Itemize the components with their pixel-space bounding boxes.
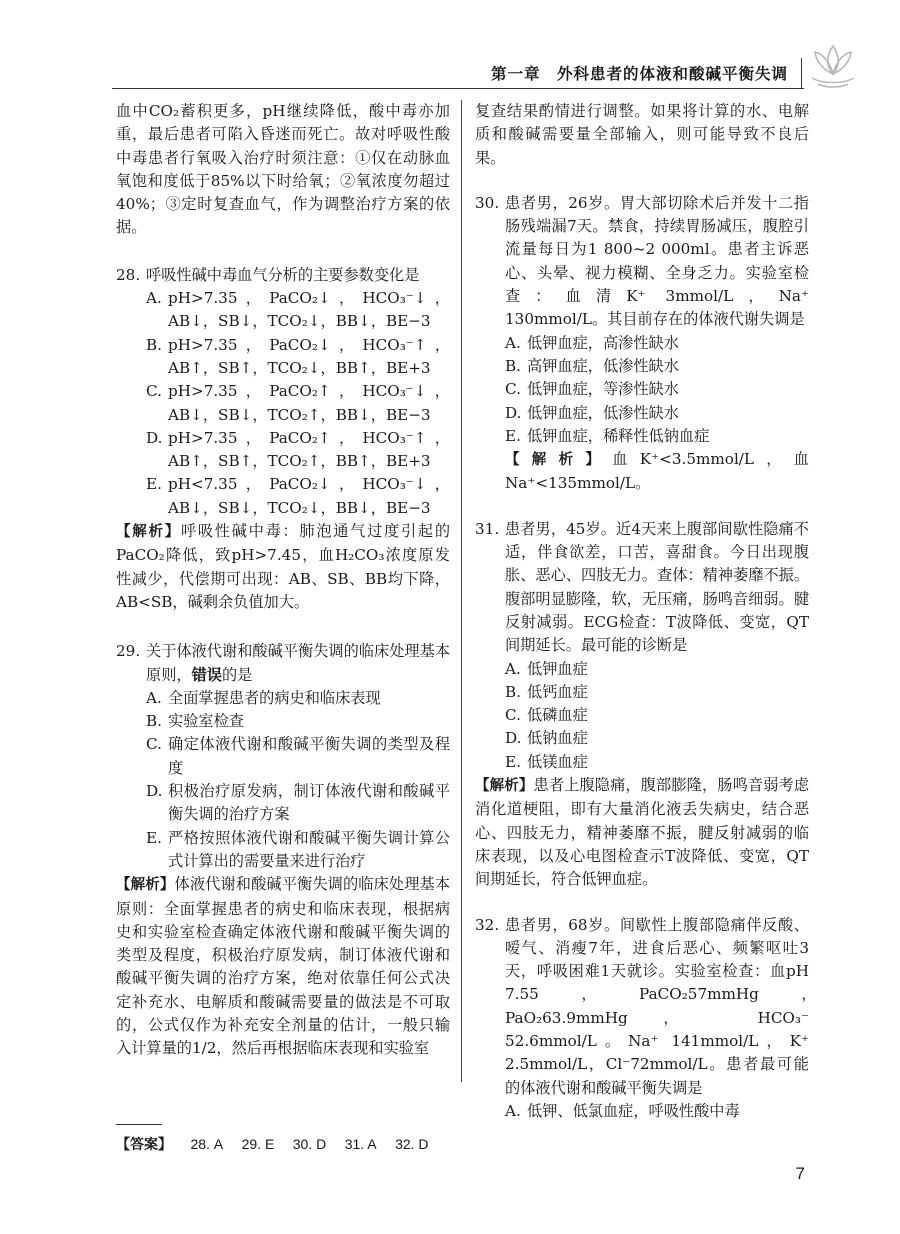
analysis-label: 【解析】 (475, 778, 534, 795)
analysis-label: 【解析】 (116, 877, 175, 894)
option-letter: C. (146, 735, 162, 754)
option-text: 实验室检查 (168, 712, 244, 731)
option-e (505, 425, 809, 448)
question-stem: 患者男，26岁。胃大部切除术后并发十二指肠残端漏7天。禁食，持续胃肠减压，腹腔引流量每日为1 800~2 000ml。患者主诉恶心、头晕、视力模糊、全身乏力。实验室检查：血清K⁺ 3mmol/L，Na⁺ 130mmol/L。其目前存在的体液代谢失调是 (505, 193, 809, 329)
option-a (505, 1100, 809, 1123)
analysis (116, 520, 450, 614)
option-letter: E. (505, 752, 521, 771)
analysis-text: 体液代谢和酸碱平衡失调的临床处理基本原则：全面掌握患者的病史和临床表现，根据病史和实验室检查确定体液代谢和酸碱平衡失调的类型及程度，积极治疗原发病，制订体液代谢和酸碱平衡失调的治疗方案，绝对依靠任何公式决定补充水、电解质和酸碱需要量的做法是不可取的，公式仅作为补充安全剂量的估计，一般只输入计算量的1/2，然后再根据临床表现和实验室 (116, 875, 450, 1058)
answers-label: 【答案】 (116, 1137, 172, 1153)
analysis (475, 448, 809, 496)
option-letter: A. (146, 688, 162, 707)
option-text: pH>7.35，PaCO₂↑，HCO₃⁻↑，AB↑，SB↑，TCO₂↑，BB↑，BE+3 (168, 428, 450, 471)
option-text: 确定体液代谢和酸碱平衡失调的类型及程度 (168, 735, 450, 777)
analysis-text: 血K⁺<3.5mmol/L，血Na⁺<135mmol/L。 (505, 450, 809, 493)
stem-text-end: 的是 (221, 665, 253, 684)
option-text: pH>7.35，PaCO₂↓，HCO₃⁻↑，AB↑，SB↑，TCO₂↓，BB↑，BE+3 (168, 335, 450, 377)
option-a (146, 287, 450, 334)
analysis-label: 【解析】 (116, 524, 181, 541)
option-letter: A. (505, 333, 521, 352)
analysis (116, 873, 450, 1060)
option-b (505, 355, 809, 378)
option-a (505, 332, 809, 355)
option-letter: B. (146, 712, 162, 731)
question-28 (116, 264, 450, 614)
right-column (475, 100, 825, 1123)
option-text: 积极治疗原发病，制订体液代谢和酸碱平衡失调的治疗方案 (168, 782, 450, 824)
option-d (505, 727, 809, 750)
option-text: 低钾血症，稀释性低钠血症 (527, 426, 710, 445)
option-text: 低镁血症 (527, 752, 588, 771)
option-text: 全面掌握患者的病史和临床表现 (168, 688, 381, 707)
options-list (475, 658, 809, 774)
page-number: 7 (795, 1164, 805, 1183)
option-letter: C. (505, 706, 521, 725)
option-letter: C. (505, 380, 521, 399)
question-stem: 患者男，45岁。近4天来上腹部间歇性隐痛不适，伴食欲差，口苦，喜甜食。今日出现腹胀、恶心、四肢无力。查体：精神萎靡不振。腹部明显膨隆，软，无压痛，肠鸣音细弱。腱反射减弱。ECG检查：T波降低、变宽，QT间期延长。最可能的诊断是 (505, 519, 809, 655)
option-letter: A. (505, 1101, 521, 1120)
option-c (146, 733, 450, 780)
option-letter: B. (146, 335, 162, 354)
option-letter: A. (505, 659, 521, 678)
stem-text: 关于体液代谢和酸碱平衡失调的临床处理基本原则， (146, 642, 450, 684)
option-e (146, 827, 450, 874)
option-letter: E. (505, 426, 521, 445)
options-list (116, 287, 450, 520)
option-letter: A. (146, 289, 162, 308)
option-text: 低钙血症 (527, 682, 588, 701)
left-column (116, 100, 450, 1061)
option-text: pH>7.35，PaCO₂↑，HCO₃⁻↓，AB↓，SB↓，TCO₂↑，BB↓，BE−3 (168, 382, 450, 424)
options-list (116, 687, 450, 873)
analysis-text: 患者上腹隐痛，腹部膨隆，肠鸣音弱考虑消化道梗阻，即有大量消化液丢失病史，结合恶心、四肢无力，精神萎靡不振，腱反射减弱的临床表现，以及心电图检查示T波降低、变宽，QT间期延长，符合低钾血症。 (475, 776, 809, 889)
option-letter: D. (505, 729, 522, 748)
option-letter: D. (146, 782, 163, 801)
chapter-title: 第一章 外科患者的体液和酸碱平衡失调 (490, 65, 788, 83)
question-stem: 呼吸性碱中毒血气分析的主要参数变化是 (146, 265, 420, 284)
option-c (146, 380, 450, 427)
question-number: 30. (475, 193, 500, 212)
option-letter: B. (505, 356, 521, 375)
publisher-lotus-logo-icon (806, 40, 860, 90)
option-letter: E. (146, 828, 162, 847)
option-letter: D. (505, 403, 522, 422)
options-list (475, 332, 809, 448)
answer-item: 29. E (241, 1136, 275, 1152)
option-b (146, 334, 450, 381)
question-31 (475, 518, 809, 892)
answer-item: 32. D (395, 1136, 429, 1152)
analysis (475, 774, 809, 891)
answer-item: 30. D (292, 1136, 327, 1152)
option-d (146, 427, 450, 474)
stem-emphasis: 错误 (191, 665, 222, 684)
option-text: 低钠血症 (527, 729, 588, 748)
question-29 (116, 640, 450, 1060)
question-30 (475, 192, 809, 496)
page-header (0, 0, 900, 96)
option-text: pH<7.35，PaCO₂↓，HCO₃⁻↓，AB↓，SB↓，TCO₂↓，BB↓，BE−3 (168, 475, 450, 517)
question-number: 28. (116, 265, 141, 284)
question-stem (146, 640, 450, 687)
option-b (146, 710, 450, 733)
header-separator (801, 58, 802, 88)
header-rule (112, 88, 804, 89)
option-text: 低钾血症，等渗性缺水 (527, 380, 679, 399)
option-d (505, 402, 809, 425)
option-letter: D. (146, 428, 163, 447)
answer-item: 28. A (190, 1136, 224, 1152)
option-b (505, 681, 809, 704)
option-text: 严格按照体液代谢和酸碱平衡失调计算公式计算出的需要量来进行治疗 (168, 828, 450, 870)
option-text: 低钾血症，低渗性缺水 (527, 403, 679, 422)
answer-key (116, 1134, 443, 1154)
question-number: 29. (116, 642, 141, 661)
question-number: 31. (475, 519, 500, 538)
question-stem: 患者男，68岁。间歇性上腹部隐痛伴反酸、嗳气、消瘦7年，进食后恶心、频繁呕吐3天，呼吸困难1天就诊。实验室检查：血pH 7.55，PaCO₂57mmHg， PaO₂63.9mmHg， HCO₃⁻ 52.6mmol/L。Na⁺ 141mmol/L，K⁺ 2.5mmol/L，Cl⁻72mmol/L。患者最可能的体液代谢和酸碱平衡失调是 (505, 915, 825, 1097)
option-text: 高钾血症，低渗性缺水 (527, 356, 679, 375)
option-text: 低钾血症，高渗性缺水 (527, 333, 679, 352)
option-a (505, 658, 809, 681)
column-divider (461, 100, 462, 1082)
continuation-paragraph: 复查结果酌情进行调整。如果将计算的水、电解质和酸碱需要量全部输入，则可能导致不良后果。 (475, 102, 809, 167)
option-e (146, 473, 450, 520)
option-text: 低钾、低氯血症，呼吸性酸中毒 (527, 1101, 740, 1120)
option-text: 低钾血症 (527, 659, 588, 678)
analysis-label: 【解析】 (505, 452, 613, 469)
option-c (505, 704, 809, 727)
option-text: pH>7.35，PaCO₂↓，HCO₃⁻↓，AB↓，SB↓，TCO₂↓，BB↓，BE−3 (168, 289, 450, 331)
question-number: 32. (475, 915, 500, 934)
intro-paragraph: 血中CO₂蓄积更多，pH继续降低，酸中毒亦加重，最后患者可陷入昏迷而死亡。故对呼吸性酸中毒患者行氧吸入治疗时须注意：①仅在动脉血氧饱和度低于85%以下时给氧；②氧浓度勿超过40%；③定时复查血气，作为调整治疗方案的依据。 (116, 102, 450, 237)
question-32 (475, 914, 825, 1124)
option-a (146, 687, 450, 710)
option-letter: E. (146, 475, 162, 494)
option-d (146, 780, 450, 827)
option-e (505, 751, 809, 774)
options-list (475, 1100, 809, 1123)
option-text: 低磷血症 (527, 706, 588, 725)
answer-item: 31. A (344, 1136, 377, 1152)
footnote-rule (116, 1124, 162, 1125)
option-letter: C. (146, 382, 162, 401)
analysis-text: 呼吸性碱中毒：肺泡通气过度引起的PaCO₂降低，致pH>7.45，血H₂CO₃浓度原发性减少，代偿期可出现：AB、SB、BB均下降，AB<SB，碱剩余负值加大。 (116, 522, 451, 611)
option-letter: B. (505, 682, 521, 701)
option-c (505, 378, 809, 401)
